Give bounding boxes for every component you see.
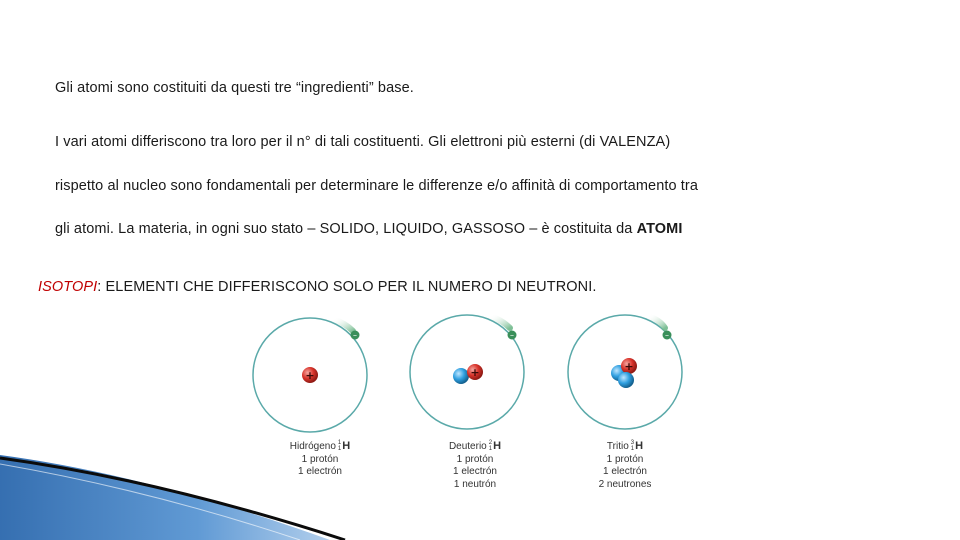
isotope-symbol: H xyxy=(493,440,502,452)
intro-line: Gli atomi sono costituiti da questi tre “ingredienti” base. xyxy=(55,80,414,96)
isotope-name: Deuterio xyxy=(448,441,487,452)
svg-text:–: – xyxy=(353,330,357,340)
caption-line: 1 neutrón xyxy=(453,478,497,490)
isotope-name: Tritio xyxy=(606,441,629,452)
caption-line: 2 neutrones xyxy=(598,478,652,490)
caption-line: 1 electrón xyxy=(453,466,497,477)
isotopi-label: ISOTOPI xyxy=(38,279,98,295)
svg-text:+: + xyxy=(305,369,315,382)
neutron-icon xyxy=(618,372,634,388)
caption-line: 1 protón xyxy=(456,453,494,465)
nuclide-index: 2 1 xyxy=(488,440,493,453)
caption-line: 1 protón xyxy=(301,453,339,465)
svg-text:–: – xyxy=(510,330,514,340)
isotope-symbol: H xyxy=(342,440,351,452)
atom-hydrogen xyxy=(253,318,367,432)
isotope-name: Hidrógeno xyxy=(289,441,336,452)
caption-line: 1 electrón xyxy=(603,466,647,477)
atom-deuterium xyxy=(410,315,524,429)
isotopi-definition: : ELEMENTI CHE DIFFERISCONO SOLO PER IL NUMERO DI NEUTRONI. xyxy=(97,279,597,295)
isotopi-line xyxy=(38,279,597,295)
nuclide-index: 3 1 xyxy=(630,440,635,453)
caption-tritium xyxy=(550,440,700,491)
svg-text:+: + xyxy=(624,360,634,373)
svg-text:+: + xyxy=(470,366,480,379)
body-line-2: rispetto al nucleo sono fondamentali per determinare le differenze e/o affinità di comportamento tra xyxy=(55,178,699,194)
body-line-1: I vari atomi differiscono tra loro per il n° di tali costituenti. Gli elettroni più esterni (di VALENZA) xyxy=(55,134,671,150)
isotopes-diagram xyxy=(245,305,685,440)
caption-deuterium xyxy=(400,440,550,491)
slide-decoration xyxy=(0,450,400,540)
caption-line: 1 electrón xyxy=(298,466,342,477)
body-line-3 xyxy=(55,221,683,237)
neutron-icon xyxy=(453,368,469,384)
isotope-symbol: H xyxy=(635,440,644,452)
body-line-3-text: gli atomi. La materia, in ogni suo stato – SOLIDO, LIQUIDO, GASSOSO – è costituita da xyxy=(55,221,637,237)
atomi-bold: ATOMI xyxy=(636,221,683,237)
nuclide-index: 1 1 xyxy=(337,440,342,453)
atom-tritium xyxy=(568,315,682,429)
svg-text:–: – xyxy=(665,330,669,340)
caption-line: 1 protón xyxy=(606,453,644,465)
